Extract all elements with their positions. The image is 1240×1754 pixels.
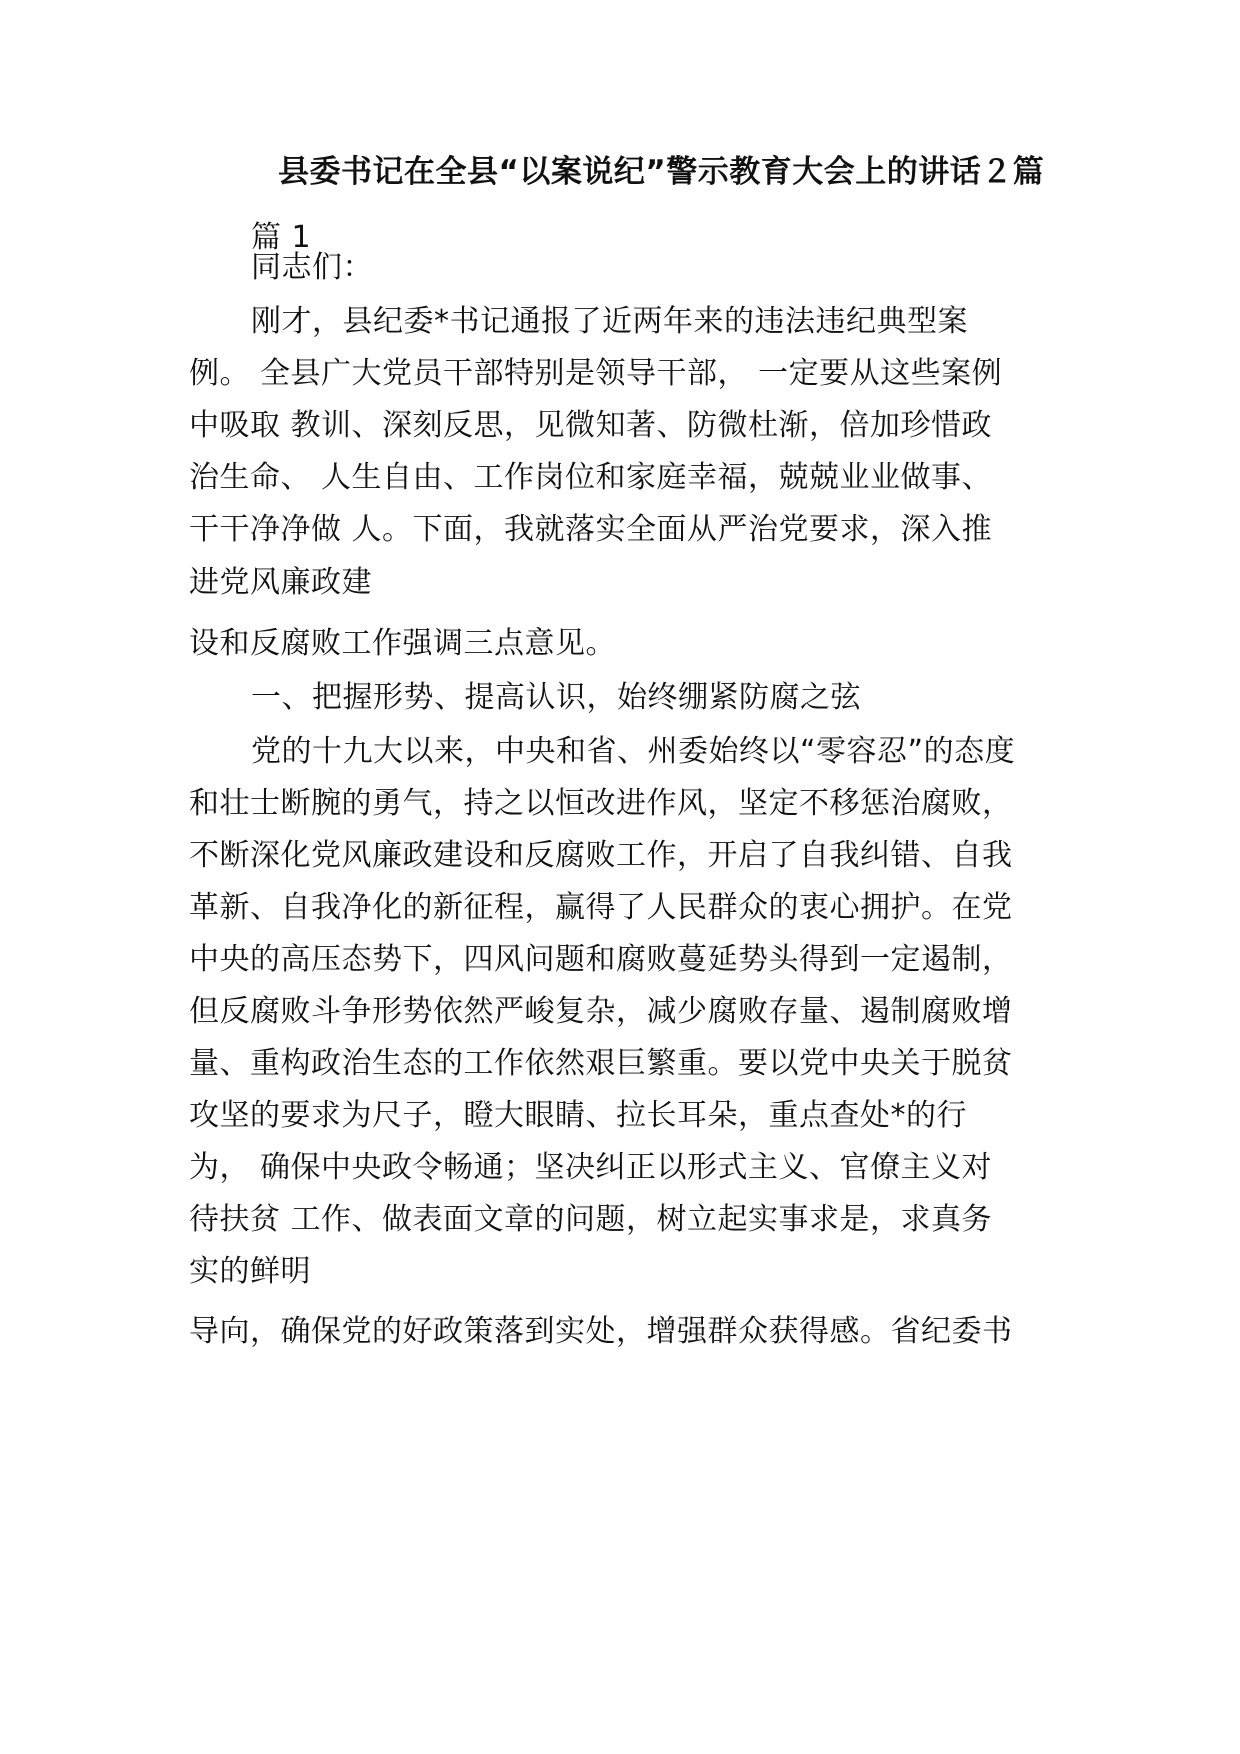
body-line: 党的十九大以来，中央和省、州委始终以“零容忍”的态度 [251, 734, 1016, 769]
body-line: 实的鲜明 [189, 1254, 311, 1289]
body-line: 待扶贫 工作、做表面文章的问题，树立起实事求是，求真务 [189, 1202, 993, 1237]
body-line: 不断深化党风廉政建设和反腐败工作，开启了自我纠错、自我 [189, 838, 1013, 873]
body-line: 刚才，县纪委*书记通报了近两年来的违法违纪典型案 [251, 304, 968, 339]
body-line: 导向，确保党的好政策落到实处，增强群众获得感。省纪委书 [189, 1314, 1013, 1349]
body-line: 中央的高压态势下，四风问题和腐败蔓延势头得到一定遏制， [189, 942, 1013, 977]
section-heading: 一、把握形势、提高认识，始终绷紧防腐之弦 [251, 680, 861, 715]
body-line: 干干净净做 人。下面，我就落实全面从严治党要求，深入推 [189, 512, 993, 547]
body-line: 革新、自我净化的新征程，赢得了人民群众的衷心拥护。在党 [189, 890, 1013, 925]
body-line: 进党风廉政建 [189, 565, 372, 600]
body-line: 攻坚的要求为尺子，瞪大眼睛、拉长耳朵，重点查处*的行 [189, 1098, 967, 1133]
body-line: 治生命、 人生自由、工作岗位和家庭幸福，兢兢业业做事、 [189, 460, 993, 495]
body-line: 为， 确保中央政令畅通；坚决纠正以形式主义、官僚主义对 [189, 1150, 993, 1185]
body-line: 例。 全县广大党员干部特别是领导干部， 一定要从这些案例 [189, 356, 1003, 391]
body-line: 量、重构政治生态的工作依然艰巨繁重。要以党中央关于脱贫 [189, 1046, 1013, 1081]
document-title: 县委书记在全县“以案说纪”警示教育大会上的讲话２篇 [278, 154, 1045, 190]
section-label: 篇 1 [251, 220, 312, 255]
body-line: 中吸取 教训、深刻反思，见微知著、防微杜渐，倍加珍惜政 [189, 408, 993, 443]
body-line: 设和反腐败工作强调三点意见。 [189, 626, 616, 661]
salutation: 同志们： [251, 250, 373, 285]
body-line: 和壮士断腕的勇气，持之以恒改进作风，坚定不移惩治腐败， [189, 786, 1013, 821]
body-line: 但反腐败斗争形势依然严峻复杂，减少腐败存量、遏制腐败增 [189, 994, 1013, 1029]
